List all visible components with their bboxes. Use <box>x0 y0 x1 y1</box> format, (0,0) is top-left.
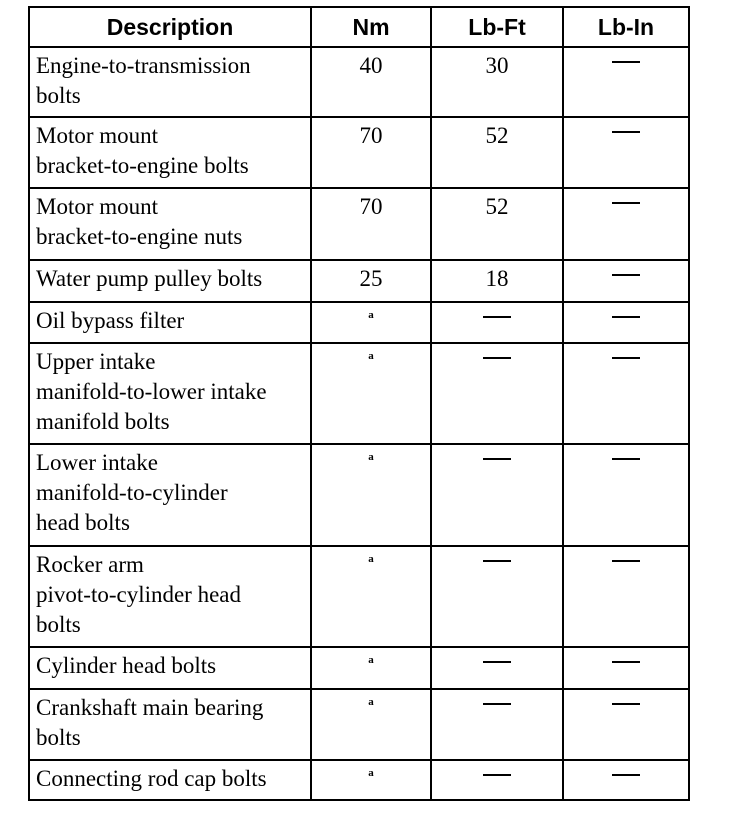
cell-lbft <box>431 188 563 260</box>
description-text: Engine-to-transmission bolts <box>36 53 251 108</box>
cell-lbin <box>563 689 689 760</box>
cell-description <box>29 302 311 343</box>
cell-description <box>29 546 311 647</box>
cell-description <box>29 689 311 760</box>
dash-mark <box>483 661 511 663</box>
dash-mark <box>612 458 640 460</box>
header-nm: Nm <box>311 7 431 47</box>
cell-lbin <box>563 47 689 117</box>
value-lbft: 52 <box>485 123 509 148</box>
table-row <box>29 260 689 302</box>
dash-mark <box>483 774 511 776</box>
torque-spec-table <box>28 6 690 801</box>
cell-description <box>29 647 311 689</box>
description-text: Rocker arm pivot-to-cylinder head bolts <box>36 552 242 637</box>
description-text: Oil bypass filter <box>36 308 185 333</box>
cell-nm <box>311 302 431 343</box>
cell-lbin <box>563 647 689 689</box>
cell-description <box>29 117 311 188</box>
cell-lbft <box>431 117 563 188</box>
cell-nm <box>311 47 431 117</box>
header-row <box>29 7 689 47</box>
dash-mark <box>612 316 640 318</box>
table-body <box>29 47 689 800</box>
table-row <box>29 647 689 689</box>
cell-lbin <box>563 444 689 546</box>
cell-nm <box>311 546 431 647</box>
cell-lbft <box>431 343 563 444</box>
cell-lbin <box>563 117 689 188</box>
cell-lbft <box>431 760 563 800</box>
dash-mark <box>483 560 511 562</box>
value-lbft: 52 <box>485 194 509 219</box>
dash-mark <box>612 661 640 663</box>
cell-lbin <box>563 302 689 343</box>
dash-mark <box>612 274 640 276</box>
cell-description <box>29 760 311 800</box>
footnote-mark: a <box>368 654 374 666</box>
cell-nm <box>311 117 431 188</box>
description-text: Motor mount bracket-to-engine nuts <box>36 194 243 249</box>
header-lbin: Lb-In <box>563 7 689 47</box>
footnote-mark: a <box>368 767 374 779</box>
cell-nm <box>311 689 431 760</box>
description-text: Motor mount bracket-to-engine bolts <box>36 123 249 178</box>
dash-mark <box>612 61 640 63</box>
table-row <box>29 689 689 760</box>
table-row <box>29 188 689 260</box>
cell-nm <box>311 647 431 689</box>
description-text: Upper intake manifold-to-lower intake manifold bolts <box>36 349 267 434</box>
cell-lbft <box>431 444 563 546</box>
footnote-mark: a <box>368 350 374 362</box>
cell-lbin <box>563 343 689 444</box>
cell-lbin <box>563 760 689 800</box>
dash-mark <box>612 774 640 776</box>
dash-mark <box>612 202 640 204</box>
value-nm: 40 <box>359 53 383 78</box>
footnote-mark: a <box>368 553 374 565</box>
cell-nm <box>311 760 431 800</box>
footnote-mark: a <box>368 696 374 708</box>
dash-mark <box>483 458 511 460</box>
table-row <box>29 444 689 546</box>
table-row <box>29 343 689 444</box>
cell-description <box>29 444 311 546</box>
cell-description <box>29 188 311 260</box>
cell-lbft <box>431 47 563 117</box>
dash-mark <box>612 357 640 359</box>
footnote-mark: a <box>368 309 374 321</box>
dash-mark <box>612 131 640 133</box>
table-row <box>29 760 689 800</box>
cell-lbft <box>431 546 563 647</box>
cell-lbft <box>431 689 563 760</box>
description-text: Cylinder head bolts <box>36 653 217 678</box>
description-text: Crankshaft main bearing bolts <box>36 695 264 750</box>
value-nm: 70 <box>359 194 383 219</box>
value-lbft: 18 <box>485 266 509 291</box>
header-lbft: Lb-Ft <box>431 7 563 47</box>
description-text: Connecting rod cap bolts <box>36 766 267 791</box>
dash-mark <box>483 357 511 359</box>
cell-lbft <box>431 647 563 689</box>
table-row <box>29 546 689 647</box>
cell-nm <box>311 260 431 302</box>
value-nm: 25 <box>359 266 383 291</box>
dash-mark <box>483 316 511 318</box>
table-row <box>29 302 689 343</box>
dash-mark <box>612 560 640 562</box>
cell-lbft <box>431 260 563 302</box>
value-nm: 70 <box>359 123 383 148</box>
cell-nm <box>311 188 431 260</box>
footnote-mark: a <box>368 451 374 463</box>
cell-nm <box>311 444 431 546</box>
cell-lbft <box>431 302 563 343</box>
cell-nm <box>311 343 431 444</box>
header-description: Description <box>29 7 311 47</box>
description-text: Water pump pulley bolts <box>36 266 263 291</box>
cell-lbin <box>563 546 689 647</box>
table-row <box>29 117 689 188</box>
table-row <box>29 47 689 117</box>
value-lbft: 30 <box>485 53 509 78</box>
cell-lbin <box>563 260 689 302</box>
cell-description <box>29 47 311 117</box>
dash-mark <box>483 703 511 705</box>
dash-mark <box>612 703 640 705</box>
cell-description <box>29 260 311 302</box>
cell-description <box>29 343 311 444</box>
description-text: Lower intake manifold-to-cylinder head bolts <box>36 450 228 535</box>
cell-lbin <box>563 188 689 260</box>
